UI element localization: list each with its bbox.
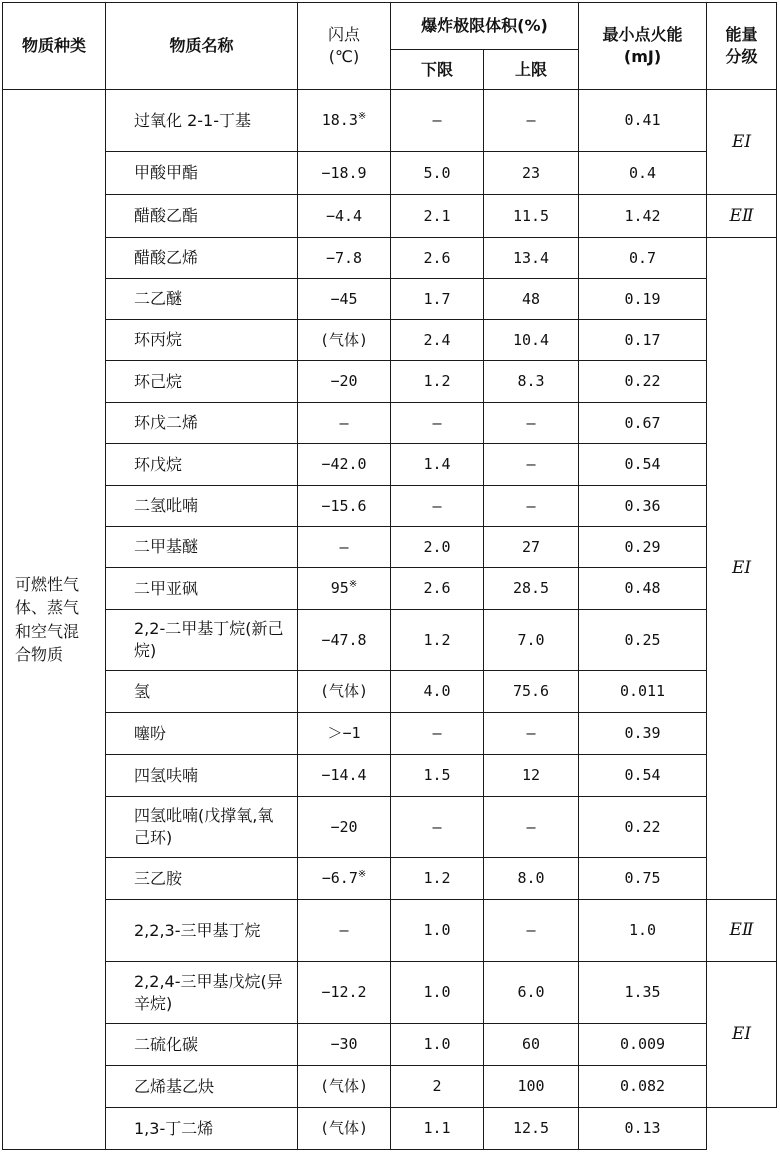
- lower-limit-cell: 1.1: [391, 1108, 484, 1150]
- category-cell: 可燃性气体、蒸气和空气混合物质: [3, 90, 106, 1150]
- substance-name-cell: 环己烷: [106, 361, 298, 403]
- flash-point-note: ※: [357, 111, 367, 123]
- upper-limit-cell: 11.5: [484, 195, 579, 238]
- header-row-1: [3, 3, 777, 50]
- table-row: [3, 320, 777, 361]
- table-row: [3, 713, 777, 755]
- table-row: [3, 900, 777, 962]
- flash-point-value: −47.8: [321, 630, 367, 649]
- flash-point-cell: [298, 320, 391, 361]
- flash-point-cell: [298, 962, 391, 1024]
- upper-limit-cell: 13.4: [484, 238, 579, 279]
- flash-point-cell: [298, 279, 391, 320]
- lower-limit-cell: 1.2: [391, 610, 484, 671]
- upper-limit-cell: —: [484, 403, 579, 444]
- header-energy-class: 能量 分级: [707, 3, 777, 90]
- header-upper-limit: 上限: [484, 50, 579, 90]
- upper-limit-cell: 60: [484, 1024, 579, 1066]
- flash-point-cell: [298, 195, 391, 238]
- flash-point-value: —: [339, 537, 349, 556]
- min-ignition-energy-cell: 0.36: [579, 486, 707, 527]
- lower-limit-cell: —: [391, 713, 484, 755]
- table-row: [3, 1024, 777, 1066]
- lower-limit-cell: 1.0: [391, 900, 484, 962]
- flash-point-value: −12.2: [321, 983, 367, 1002]
- upper-limit-cell: 48: [484, 279, 579, 320]
- flash-point-value: −18.9: [321, 163, 367, 182]
- upper-limit-cell: 8.3: [484, 361, 579, 403]
- flash-point-cell: [298, 713, 391, 755]
- table-row: [3, 279, 777, 320]
- flash-point-cell: [298, 900, 391, 962]
- min-ignition-energy-cell: 0.41: [579, 90, 707, 152]
- flash-point-value: −7.8: [325, 248, 363, 267]
- substance-name-cell: 2,2,4-三甲基戊烷(异辛烷): [106, 962, 298, 1024]
- flash-point-value: −20: [330, 372, 358, 391]
- min-ignition-energy-cell: 1.35: [579, 962, 707, 1024]
- header-explosion-limits: 爆炸极限体积(%): [391, 3, 579, 50]
- upper-limit-cell: —: [484, 797, 579, 858]
- flash-point-value: −4.4: [325, 206, 363, 225]
- table-row: [3, 152, 777, 195]
- lower-limit-cell: 2.6: [391, 238, 484, 279]
- flash-point-value: ＞−1: [327, 724, 361, 743]
- upper-limit-cell: 12: [484, 755, 579, 797]
- min-ignition-energy-cell: 0.19: [579, 279, 707, 320]
- table-row: [3, 1108, 777, 1150]
- flash-point-value: −45: [330, 289, 358, 308]
- flash-point-value: (气体): [319, 1119, 369, 1138]
- flash-point-cell: [298, 1066, 391, 1108]
- lower-limit-cell: 2: [391, 1066, 484, 1108]
- table-row: [3, 858, 777, 900]
- min-ignition-energy-cell: 0.54: [579, 755, 707, 797]
- upper-limit-cell: 100: [484, 1066, 579, 1108]
- upper-limit-cell: 8.0: [484, 858, 579, 900]
- upper-limit-cell: —: [484, 900, 579, 962]
- header-flash-point: 闪点 (℃): [298, 3, 391, 90]
- substance-name-cell: 二甲基醚: [106, 527, 298, 568]
- table-row: [3, 755, 777, 797]
- flash-point-value: (气体): [319, 330, 369, 349]
- substance-name-cell: 二硫化碳: [106, 1024, 298, 1066]
- flash-point-cell: [298, 238, 391, 279]
- lower-limit-cell: 2.4: [391, 320, 484, 361]
- header-lower-limit: 下限: [391, 50, 484, 90]
- lower-limit-cell: 1.0: [391, 1024, 484, 1066]
- flash-point-cell: [298, 527, 391, 568]
- table-row: [3, 195, 777, 238]
- lower-limit-cell: 1.5: [391, 755, 484, 797]
- flash-point-cell: [298, 755, 391, 797]
- flash-point-cell: [298, 568, 391, 610]
- upper-limit-cell: 10.4: [484, 320, 579, 361]
- flash-point-cell: [298, 671, 391, 713]
- substance-name-cell: 乙烯基乙炔: [106, 1066, 298, 1108]
- flash-point-cell: [298, 444, 391, 486]
- flash-point-cell: [298, 1108, 391, 1150]
- min-ignition-energy-cell: 0.48: [579, 568, 707, 610]
- flash-point-value: −6.7: [321, 869, 358, 888]
- table-row: [3, 90, 777, 152]
- table-row: [3, 1066, 777, 1108]
- substance-name-cell: 四氢呋喃: [106, 755, 298, 797]
- substance-name-cell: 2,2-二甲基丁烷(新己烷): [106, 610, 298, 671]
- flash-point-cell: [298, 361, 391, 403]
- flash-point-value: −30: [330, 1035, 358, 1054]
- lower-limit-cell: 1.2: [391, 858, 484, 900]
- upper-limit-cell: —: [484, 713, 579, 755]
- table-row: [3, 444, 777, 486]
- min-ignition-energy-cell: 0.7: [579, 238, 707, 279]
- min-ignition-energy-cell: 0.082: [579, 1066, 707, 1108]
- min-ignition-energy-cell: 1.42: [579, 195, 707, 238]
- table-row: [3, 797, 777, 858]
- min-ignition-energy-cell: 0.75: [579, 858, 707, 900]
- min-ignition-energy-cell: 0.22: [579, 797, 707, 858]
- flash-point-value: −20: [330, 817, 358, 836]
- flash-point-value: −15.6: [321, 496, 367, 515]
- lower-limit-cell: —: [391, 486, 484, 527]
- substance-name-cell: 噻吩: [106, 713, 298, 755]
- lower-limit-cell: 4.0: [391, 671, 484, 713]
- lower-limit-cell: —: [391, 797, 484, 858]
- table-row: [3, 361, 777, 403]
- substance-name-cell: 甲酸甲酯: [106, 152, 298, 195]
- flash-point-cell: [298, 1024, 391, 1066]
- ignition-energy-table: [2, 2, 777, 1150]
- energy-class-cell: EⅠ: [707, 238, 777, 900]
- min-ignition-energy-cell: 0.17: [579, 320, 707, 361]
- flash-point-note: ※: [348, 579, 358, 591]
- substance-name-cell: 环丙烷: [106, 320, 298, 361]
- upper-limit-cell: 23: [484, 152, 579, 195]
- substance-name-cell: 四氢吡喃(戊撑氧,氧己环): [106, 797, 298, 858]
- flash-point-cell: [298, 610, 391, 671]
- substance-name-cell: 二甲亚砜: [106, 568, 298, 610]
- substance-name-cell: 过氧化 2-1-丁基: [106, 90, 298, 152]
- energy-class-cell: EⅡ: [707, 900, 777, 962]
- lower-limit-cell: 5.0: [391, 152, 484, 195]
- min-ignition-energy-cell: 0.009: [579, 1024, 707, 1066]
- table-row: [3, 610, 777, 671]
- header-name: 物质名称: [106, 3, 298, 90]
- flash-point-cell: [298, 797, 391, 858]
- header-category: 物质种类: [3, 3, 106, 90]
- substance-name-cell: 1,3-丁二烯: [106, 1108, 298, 1150]
- table-body: [3, 90, 777, 1150]
- lower-limit-cell: 1.2: [391, 361, 484, 403]
- flash-point-cell: [298, 403, 391, 444]
- min-ignition-energy-cell: 0.67: [579, 403, 707, 444]
- header-min-ignition-energy: 最小点火能 (mJ): [579, 3, 707, 90]
- substance-name-cell: 二乙醚: [106, 279, 298, 320]
- upper-limit-cell: 6.0: [484, 962, 579, 1024]
- min-ignition-energy-cell: 0.13: [579, 1108, 707, 1150]
- lower-limit-cell: —: [391, 90, 484, 152]
- min-ignition-energy-cell: 0.39: [579, 713, 707, 755]
- substance-name-cell: 醋酸乙烯: [106, 238, 298, 279]
- upper-limit-cell: —: [484, 444, 579, 486]
- lower-limit-cell: 1.4: [391, 444, 484, 486]
- upper-limit-cell: 27: [484, 527, 579, 568]
- flash-point-value: —: [339, 921, 349, 940]
- flash-point-value: —: [339, 413, 349, 432]
- table-row: [3, 568, 777, 610]
- upper-limit-cell: —: [484, 486, 579, 527]
- energy-class-cell: EⅠ: [707, 90, 777, 195]
- substance-name-cell: 醋酸乙酯: [106, 195, 298, 238]
- flash-point-value: (气体): [319, 1077, 369, 1096]
- table-row: [3, 403, 777, 444]
- lower-limit-cell: 1.7: [391, 279, 484, 320]
- table-row: [3, 486, 777, 527]
- flash-point-cell: [298, 486, 391, 527]
- flash-point-note: ※: [357, 869, 367, 881]
- substance-name-cell: 二氢吡喃: [106, 486, 298, 527]
- upper-limit-cell: 28.5: [484, 568, 579, 610]
- flash-point-value: 18.3: [321, 111, 358, 130]
- upper-limit-cell: —: [484, 90, 579, 152]
- lower-limit-cell: 1.0: [391, 962, 484, 1024]
- energy-class-cell: EⅡ: [707, 195, 777, 238]
- substance-name-cell: 三乙胺: [106, 858, 298, 900]
- min-ignition-energy-cell: 0.011: [579, 671, 707, 713]
- substance-name-cell: 氢: [106, 671, 298, 713]
- flash-point-cell: [298, 858, 391, 900]
- upper-limit-cell: 7.0: [484, 610, 579, 671]
- lower-limit-cell: 2.0: [391, 527, 484, 568]
- lower-limit-cell: —: [391, 403, 484, 444]
- flash-point-cell: [298, 90, 391, 152]
- flash-point-value: −42.0: [321, 455, 367, 474]
- table-row: [3, 238, 777, 279]
- table-row: [3, 527, 777, 568]
- flash-point-value: 95: [330, 579, 349, 598]
- energy-class-cell: EⅠ: [707, 962, 777, 1108]
- min-ignition-energy-cell: 0.25: [579, 610, 707, 671]
- lower-limit-cell: 2.1: [391, 195, 484, 238]
- min-ignition-energy-cell: 0.29: [579, 527, 707, 568]
- substance-name-cell: 环戊烷: [106, 444, 298, 486]
- flash-point-cell: [298, 152, 391, 195]
- min-ignition-energy-cell: 0.22: [579, 361, 707, 403]
- upper-limit-cell: 12.5: [484, 1108, 579, 1150]
- min-ignition-energy-cell: 0.54: [579, 444, 707, 486]
- min-ignition-energy-cell: 1.0: [579, 900, 707, 962]
- upper-limit-cell: 75.6: [484, 671, 579, 713]
- substance-name-cell: 环戊二烯: [106, 403, 298, 444]
- substance-name-cell: 2,2,3-三甲基丁烷: [106, 900, 298, 962]
- table-row: [3, 671, 777, 713]
- min-ignition-energy-cell: 0.4: [579, 152, 707, 195]
- lower-limit-cell: 2.6: [391, 568, 484, 610]
- table-row: [3, 962, 777, 1024]
- flash-point-value: −14.4: [321, 766, 367, 785]
- flash-point-value: (气体): [319, 682, 369, 701]
